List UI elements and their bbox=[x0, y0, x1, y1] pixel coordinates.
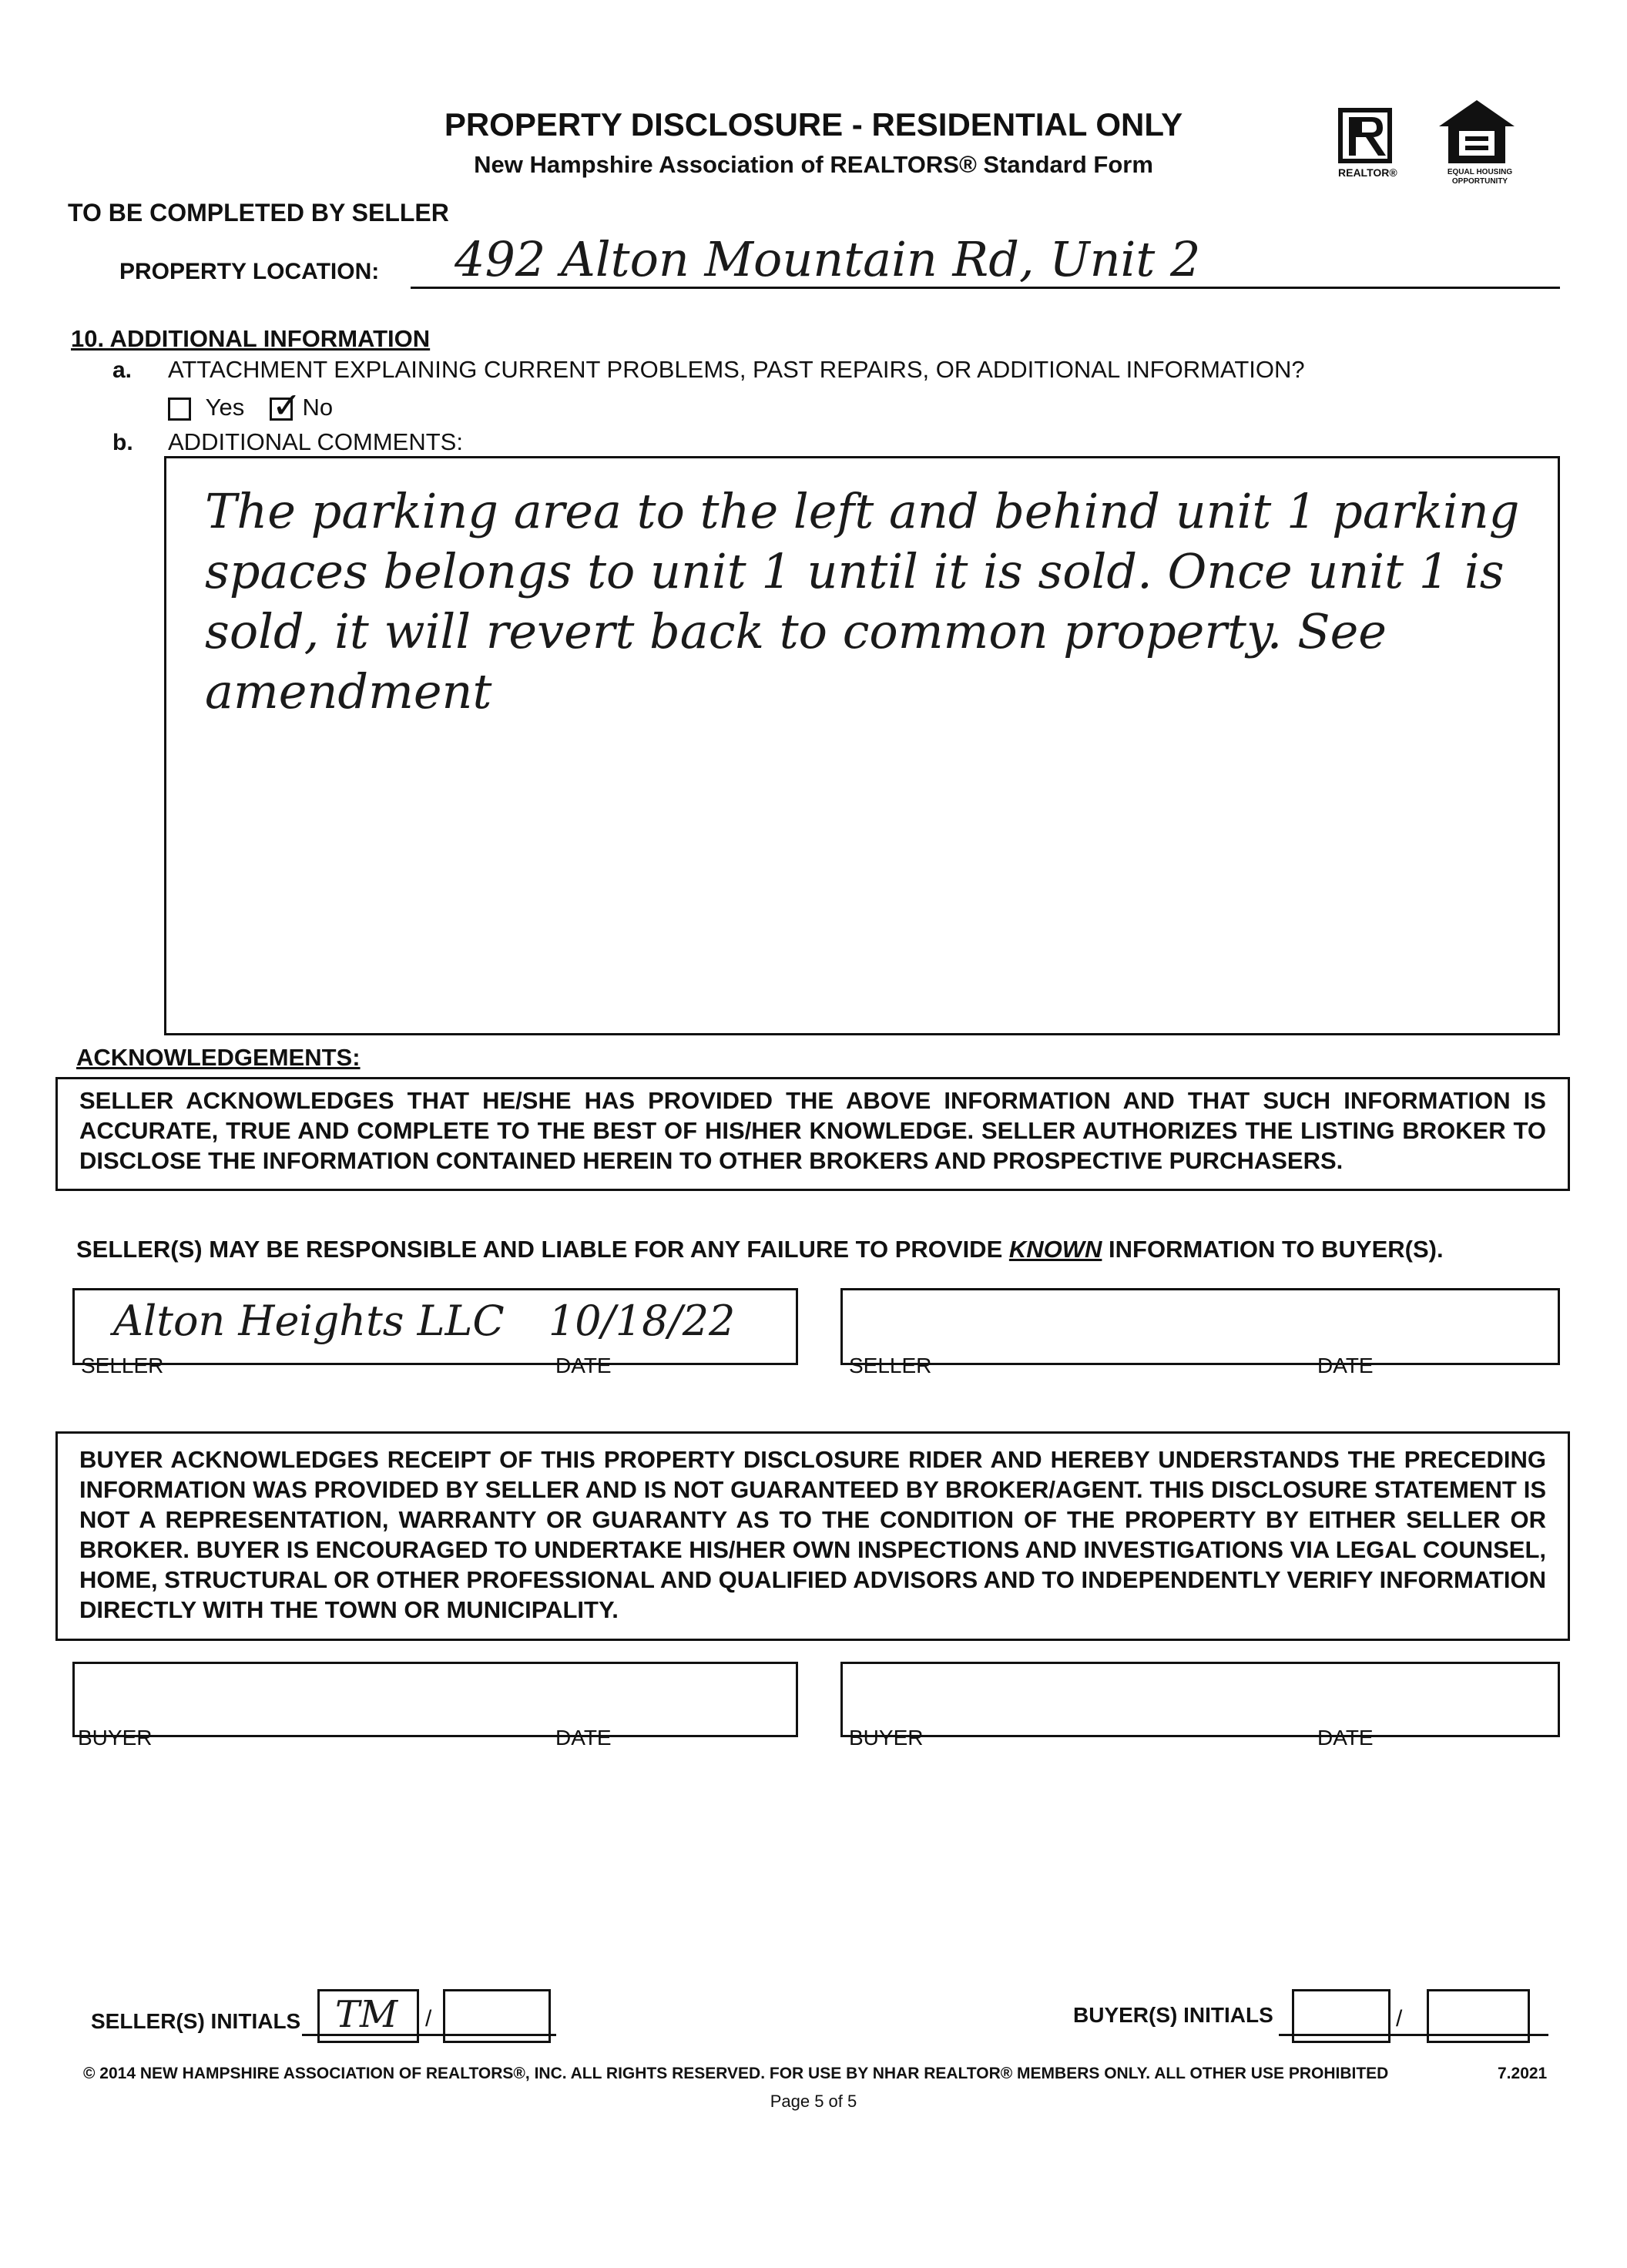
completed-by-seller: TO BE COMPLETED BY SELLER bbox=[68, 199, 449, 226]
form-version: 7.2021 bbox=[1498, 2065, 1548, 2082]
seller-label-2: SELLER bbox=[849, 1354, 932, 1377]
seller-initials-separator: / bbox=[425, 2006, 432, 2031]
buyer-date-label-1: DATE bbox=[555, 1726, 612, 1750]
seller-ack-text: SELLER ACKNOWLEDGES THAT HE/SHE HAS PROVIDED THE ABOVE INFORMATION AND THAT SUCH INFORMATION IS ACCURATE, TRUE AND COMPLETE TO THE BEST OF HIS/HER KNOWLEDGE. SELLER AUTHORIZES THE LISTING BROKER TO DISCLOSE THE INFORMATION CONTAINED HEREIN TO OTHER BROKERS AND PROSPECTIVE PURCHASERS. bbox=[79, 1087, 1546, 1174]
buyer-initials-box-2[interactable] bbox=[1427, 1989, 1530, 2043]
yes-label: Yes bbox=[205, 394, 245, 421]
item-b-letter: b. bbox=[112, 430, 133, 455]
item-a-question: ATTACHMENT EXPLAINING CURRENT PROBLEMS, PAST REPAIRS, OR ADDITIONAL INFORMATION? bbox=[168, 356, 1305, 383]
equal-housing-logo bbox=[1434, 97, 1525, 190]
seller-signature-box-1[interactable] bbox=[72, 1288, 798, 1377]
form-title: PROPERTY DISCLOSURE - RESIDENTIAL ONLY bbox=[444, 106, 1183, 143]
yes-no-row bbox=[168, 384, 334, 426]
buyer-signature-box-1[interactable] bbox=[72, 1662, 798, 1750]
seller-label-1: SELLER bbox=[81, 1354, 164, 1377]
seller-initials-box-1[interactable] bbox=[317, 1989, 419, 2043]
check-mark-icon: ✓ bbox=[271, 384, 302, 426]
item-b-label: ADDITIONAL COMMENTS: bbox=[168, 428, 463, 455]
no-label: No bbox=[302, 394, 334, 421]
equal-housing-text: EQUAL HOUSING OPPORTUNITY bbox=[1447, 168, 1513, 186]
date-label-2: DATE bbox=[1317, 1354, 1374, 1377]
buyer-label-2: BUYER bbox=[849, 1726, 924, 1750]
seller-signature-1-name: Alton Heights LLC bbox=[113, 1297, 505, 1345]
liability-pre: SELLER(S) MAY BE RESPONSIBLE AND LIABLE FOR ANY FAILURE TO PROVIDE bbox=[76, 1236, 1009, 1263]
acknowledgements-heading: ACKNOWLEDGEMENTS: bbox=[76, 1044, 361, 1071]
section-10-heading-text: 10. ADDITIONAL INFORMATION bbox=[71, 325, 431, 352]
additional-comments-text bbox=[205, 481, 1519, 722]
realtor-logo-text: REALTOR® bbox=[1338, 166, 1397, 179]
seller-initials-box-2[interactable] bbox=[443, 1989, 551, 2043]
seller-signature-box-2[interactable] bbox=[840, 1288, 1560, 1377]
realtor-logo bbox=[1338, 108, 1423, 185]
seller-initials-label: SELLER(S) INITIALS bbox=[91, 2009, 301, 2033]
date-label-1: DATE bbox=[555, 1354, 612, 1377]
comment-line: The parking area to the left and behind unit 1 parking bbox=[205, 483, 1520, 539]
liability-statement bbox=[76, 1236, 1444, 1263]
page-number: Page 5 of 5 bbox=[770, 2092, 857, 2111]
copyright-notice: © 2014 NEW HAMPSHIRE ASSOCIATION OF REALTORS®, INC. ALL RIGHTS RESERVED. FOR USE BY NHAR REALTOR® MEMBERS ONLY. ALL OTHER USE PROHIBITED bbox=[83, 2065, 1389, 2082]
buyer-date-label-2: DATE bbox=[1317, 1726, 1374, 1750]
comment-line: spaces belongs to unit 1 until it is sold. Once unit 1 is bbox=[205, 543, 1505, 599]
seller-signature-1-date: 10/18/22 bbox=[548, 1297, 736, 1345]
additional-comments-box[interactable] bbox=[164, 456, 1560, 1035]
comment-line: amendment bbox=[205, 663, 492, 720]
comment-line: sold, it will revert back to common property. See bbox=[205, 603, 1387, 659]
no-checkbox[interactable] bbox=[270, 384, 302, 426]
item-a-letter: a. bbox=[112, 357, 133, 383]
form-subtitle: New Hampshire Association of REALTORS® Standard Form bbox=[474, 151, 1153, 178]
seller-signature-1 bbox=[113, 1297, 735, 1345]
liability-post: INFORMATION TO BUYER(S). bbox=[1102, 1236, 1444, 1263]
buyer-ack-box bbox=[55, 1431, 1570, 1641]
yes-checkbox[interactable] bbox=[168, 398, 191, 421]
liability-known: KNOWN bbox=[1008, 1236, 1102, 1263]
buyer-initials-box-1[interactable] bbox=[1292, 1989, 1390, 2043]
seller-initials-value: TM bbox=[335, 1993, 398, 2036]
section-10-heading bbox=[71, 325, 430, 353]
realtor-r-icon bbox=[1338, 108, 1423, 163]
equal-housing-house-icon bbox=[1434, 97, 1519, 166]
buyer-initials-label: BUYER(S) INITIALS bbox=[1073, 2003, 1273, 2027]
buyer-initials-separator: / bbox=[1396, 2006, 1403, 2031]
property-location-label: PROPERTY LOCATION: bbox=[119, 259, 380, 284]
buyer-ack-text: BUYER ACKNOWLEDGES RECEIPT OF THIS PROPERTY DISCLOSURE RIDER AND HEREBY UNDERSTANDS THE PRECEDING INFORMATION WAS PROVIDED BY SELLER AND IS NOT GUARANTEED BY BROKER/AGENT. THIS DISCLOSURE STATEMENT IS NOT A REPRESENTATION, WARRANTY OR GUARANTY AS TO THE CONDITION OF THE PROPERTY BY EITHER SELLER OR BROKER. BUYER IS ENCOURAGED TO UNDERTAKE HIS/HER OWN INSPECTIONS AND INVESTIGATIONS VIA LEGAL COUNSEL, HOME, STRUCTURAL OR OTHER PROFESSIONAL AND QUALIFIED ADVISORS AND TO INDEPENDENTLY VERIFY INFORMATION DIRECTLY WITH THE TOWN OR MUNICIPALITY. bbox=[79, 1446, 1546, 1623]
seller-ack-box bbox=[55, 1077, 1570, 1191]
buyer-signature-box-2[interactable] bbox=[840, 1662, 1560, 1750]
buyer-label-1: BUYER bbox=[78, 1726, 153, 1750]
property-location-value[interactable]: 492 Alton Mountain Rd, Unit 2 bbox=[455, 231, 1201, 287]
